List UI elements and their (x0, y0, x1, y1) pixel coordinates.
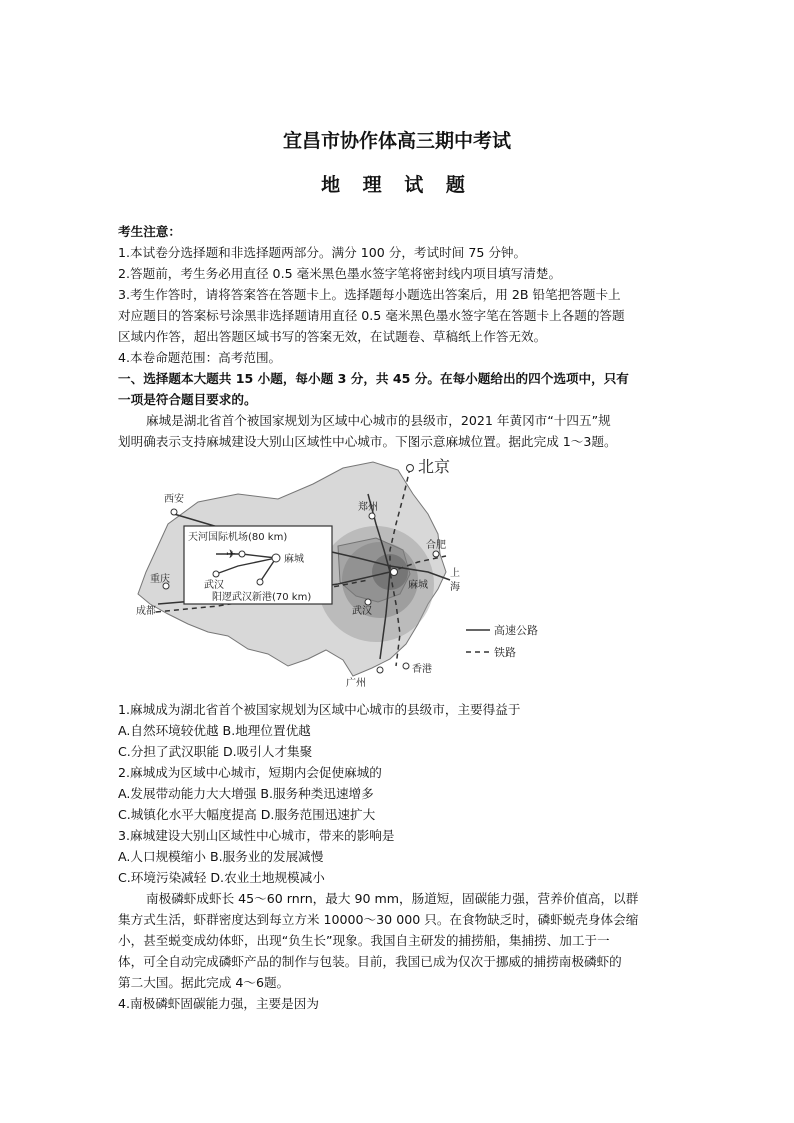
question-line: 2.麻城成为区域中心城市，短期内会促使麻城的 (118, 765, 382, 780)
passage-line: 小，甚至蜕变成幼体虾，出现“负生长”现象。我国自主研发的捕捞船，集捕捞、加工于一 (118, 933, 610, 948)
label-beijing: 北京 (418, 459, 451, 476)
notice-item: 1.本试卷分选择题和非选择题两部分。满分 100 分，考试时间 75 分钟。 (118, 245, 527, 260)
notice-item: 2.答题前，考生务必用直径 0.5 毫米黑色墨水签字笔将密封线内项目填写清楚。 (118, 266, 562, 281)
label-guangzhou: 广州 (346, 678, 366, 689)
label-macheng: 麻城 (408, 580, 428, 591)
section-heading: 一、选择题本大题共 15 小题，每小题 3 分，共 45 分。在每小题给出的四个选项中，只有 (118, 371, 629, 386)
inset-dot-wuhan (213, 571, 219, 577)
passage-line: 南极磷虾成虾长 45～60 rnrn，最大 90 mm，肠道短，固碳能力强，营养价值高，以群 (146, 891, 639, 906)
city-dot-macheng (391, 569, 398, 576)
label-hefei: 合肥 (426, 540, 446, 551)
inset-dot-tianhe (239, 551, 245, 557)
question-line: 1.麻城成为湖北省首个被国家规划为区域中心城市的县级市，主要得益于 (118, 702, 521, 717)
airplane-icon: ✈ (226, 547, 237, 561)
notice-item: 4.本卷命题范围：高考范围。 (118, 350, 282, 365)
question-line: C.环境污染减轻 D.农业土地规模减小 (118, 870, 325, 885)
question-line: A.人口规模缩小 B.服务业的发展减慢 (118, 849, 324, 864)
city-dot-guangzhou (377, 667, 383, 673)
label-wuhan: 武汉 (352, 606, 372, 617)
inset-map (184, 526, 332, 604)
inset-label-tianhe: 天河国际机场(80 km) (188, 532, 288, 543)
city-dot-hongkong (403, 663, 409, 669)
inset-label-macheng: 麻城 (284, 554, 304, 565)
question-line: A.发展带动能力大大增强 B.服务种类迅速增多 (118, 786, 374, 801)
passage-line: 麻城是湖北省首个被国家规划为区域中心城市的县级市，2021 年黄冈市“十四五”规 (146, 413, 611, 428)
legend-highway-label: 高速公路 (494, 624, 538, 637)
passage-line: 划明确表示支持麻城建设大别山区域性中心城市。下图示意麻城位置。据此完成 1～3题。 (118, 434, 617, 449)
label-chongqing: 重庆 (150, 574, 170, 585)
notice-heading: 考生注意： (118, 224, 181, 239)
question-line: 3.麻城建设大别山区域性中心城市，带来的影响是 (118, 828, 395, 843)
macheng-location-map (128, 454, 554, 692)
label-chengdu: 成都 (136, 606, 156, 617)
city-dot-zhengzhou (369, 513, 375, 519)
label-hongkong: 香港 (412, 664, 432, 675)
map-legend (466, 623, 538, 659)
inset-label-wuhan: 武汉 (204, 580, 224, 591)
city-dot-wuhan (365, 599, 371, 605)
notice-item: 对应题目的答案标号涂黑非选择题请用直径 0.5 毫米黑色墨水签字笔在答题卡上各题的答题 (118, 308, 625, 323)
map-figure (128, 454, 554, 692)
question-line: C.城镇化水平大幅度提高 D.服务范围迅速扩大 (118, 807, 376, 822)
label-zhengzhou: 郑州 (358, 502, 378, 513)
passage-line: 集方式生活，虾群密度达到每立方米 10000～30 000 只。在食物缺乏时，磷虾蜕壳身体会缩 (118, 912, 639, 927)
legend-railway-label: 铁路 (494, 646, 516, 659)
label-shanghai-2: 海 (450, 582, 460, 593)
city-dot-beijing (407, 465, 414, 472)
inset-label-yangluo: 阳逻武汉新港(70 km) (212, 592, 312, 603)
subject-title: 地 理 试 题 (321, 174, 473, 196)
inset-dot-macheng (272, 554, 280, 562)
passage-line: 第二大国。据此完成 4～6题。 (118, 975, 290, 990)
city-dot-hefei (433, 551, 439, 557)
passage-line: 体，可全自动完成磷虾产品的制作与包装。目前，我国已成为仅次于挪威的捕捞南极磷虾的 (118, 954, 622, 969)
label-shanghai-1: 上 (450, 568, 460, 579)
label-xian: 西安 (164, 494, 184, 505)
section-heading: 一项是符合题目要求的。 (118, 392, 257, 407)
question-line: 4.南极磷虾固碳能力强，主要是因为 (118, 996, 319, 1011)
city-dot-xian (171, 509, 177, 515)
question-line: C.分担了武汉职能 D.吸引人才集聚 (118, 744, 313, 759)
question-line: A.自然环境较优越 B.地理位置优越 (118, 723, 311, 738)
notice-item: 3.考生作答时，请将答案答在答题卡上。选择题每小题选出答案后，用 2B 铅笔把答题卡上 (118, 287, 621, 302)
notice-item: 区域内作答，超出答题区域书写的答案无效，在试题卷、草稿纸上作答无效。 (118, 329, 547, 344)
exam-title: 宜昌市协作体高三期中考试 (282, 130, 511, 152)
inset-dot-yangluo (257, 579, 263, 585)
